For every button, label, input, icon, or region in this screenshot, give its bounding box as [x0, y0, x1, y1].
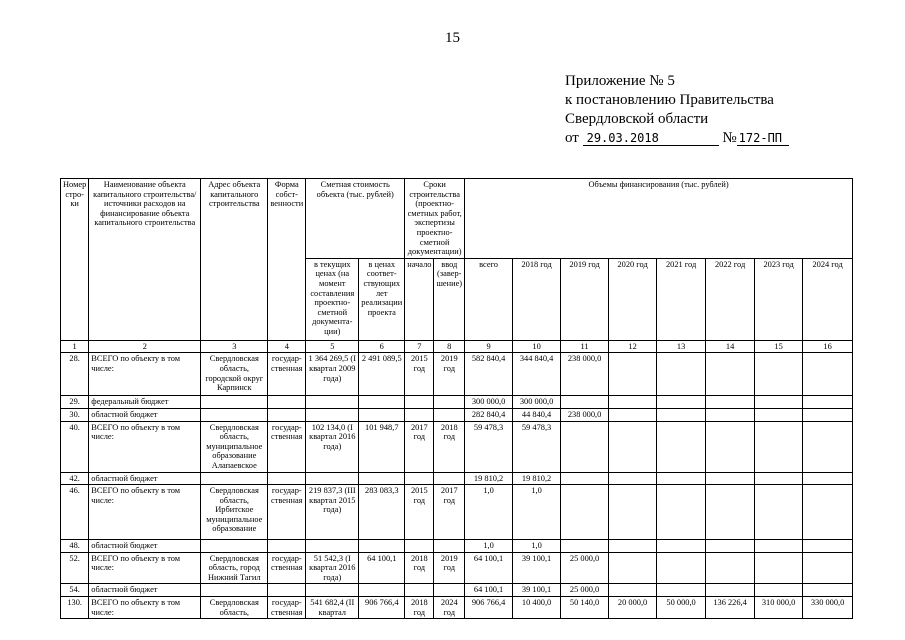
row-year-value: [755, 353, 803, 396]
column-number: 2: [89, 340, 201, 353]
table-body: [61, 353, 853, 619]
financing-table: [60, 178, 853, 619]
header-construction-terms: Сроки строительства (проектно- сметных работ, экспертизы проектно- сметной документации): [405, 179, 465, 259]
row-ownership: [268, 396, 306, 409]
row-start: 2015 год: [405, 485, 434, 540]
row-year-value: [657, 584, 706, 597]
row-year-value: [755, 584, 803, 597]
row-year-value: [609, 540, 657, 553]
header-year: 2021 год: [657, 258, 706, 340]
header-year: 2023 год: [755, 258, 803, 340]
row-start: 2017 год: [405, 421, 434, 472]
row-ownership: государ- ственная: [268, 485, 306, 540]
row-cost-current: [306, 472, 359, 485]
appendix-resolution: к постановлению Правительства: [565, 92, 774, 108]
row-name: областной бюджет: [89, 584, 201, 597]
row-cost-current: 102 134,0 (I квартал 2016 года): [306, 421, 359, 472]
header-object-name: Наименование объекта капитального строительства/ источники расходов на финансирование объекта капитального строительства: [89, 179, 201, 341]
row-number: 52.: [61, 552, 89, 584]
row-year-value: [803, 408, 853, 421]
header-estimated-cost: Сметная стоимость объекта (тыс. рублей): [306, 179, 405, 259]
row-address: [201, 408, 268, 421]
column-number: 4: [268, 340, 306, 353]
row-address: Свердловская область, городской округ Карпинск: [201, 353, 268, 396]
column-number: 6: [359, 340, 405, 353]
resolution-number: 172-ПП: [737, 131, 789, 146]
row-start: [405, 540, 434, 553]
row-year-value: [706, 408, 755, 421]
row-year-value: 19 810,2: [513, 472, 561, 485]
row-name: ВСЕГО по объекту в том числе:: [89, 485, 201, 540]
row-year-value: 330 000,0: [803, 597, 853, 619]
row-year-value: [609, 396, 657, 409]
row-ownership: [268, 584, 306, 597]
row-ownership: государ- ственная: [268, 421, 306, 472]
column-number: 13: [657, 340, 706, 353]
row-total: 282 840,4: [465, 408, 513, 421]
row-year-value: 310 000,0: [755, 597, 803, 619]
row-address: Свердловская область, муниципальное образование Алапаевское: [201, 421, 268, 472]
row-year-value: [803, 396, 853, 409]
header-start: начало: [405, 258, 434, 340]
table-row: [61, 472, 853, 485]
column-number: 1: [61, 340, 89, 353]
header-year: 2024 год: [803, 258, 853, 340]
row-year-value: [755, 408, 803, 421]
row-cost-years: [359, 584, 405, 597]
row-total: 582 840,4: [465, 353, 513, 396]
row-year-value: [755, 485, 803, 540]
row-cost-years: 906 766,4: [359, 597, 405, 619]
row-year-value: [657, 552, 706, 584]
row-year-value: 136 226,4: [706, 597, 755, 619]
row-number: 46.: [61, 485, 89, 540]
column-number: 9: [465, 340, 513, 353]
row-end: 2024 год: [434, 597, 465, 619]
row-year-value: 50 140,0: [561, 597, 609, 619]
row-cost-current: 541 682,4 (II квартал: [306, 597, 359, 619]
row-year-value: [706, 540, 755, 553]
row-year-value: 238 000,0: [561, 353, 609, 396]
header-row-number: Номер стро- ки: [61, 179, 89, 341]
row-year-value: [706, 396, 755, 409]
row-cost-years: [359, 472, 405, 485]
header-end: ввод (завер- шение): [434, 258, 465, 340]
row-year-value: [755, 552, 803, 584]
row-year-value: 1,0: [513, 540, 561, 553]
row-cost-current: 219 837,3 (III квартал 2015 года): [306, 485, 359, 540]
row-address: Свердловская область, Ирбитское муниципальное образование: [201, 485, 268, 540]
row-name: областной бюджет: [89, 540, 201, 553]
row-total: 64 100,1: [465, 584, 513, 597]
row-year-value: 50 000,0: [657, 597, 706, 619]
column-number-row: [61, 340, 853, 353]
row-year-value: [706, 421, 755, 472]
row-year-value: [561, 540, 609, 553]
row-year-value: [657, 421, 706, 472]
row-start: [405, 472, 434, 485]
header-total: всего: [465, 258, 513, 340]
row-cost-years: 101 948,7: [359, 421, 405, 472]
row-name: ВСЕГО по объекту в том числе:: [89, 353, 201, 396]
row-total: 300 000,0: [465, 396, 513, 409]
row-year-value: 300 000,0: [513, 396, 561, 409]
row-ownership: государ- ственная: [268, 353, 306, 396]
table-row: [61, 597, 853, 619]
header-cost-years: в ценах соответ- ствующих лет реализации проекта: [359, 258, 405, 340]
row-name: областной бюджет: [89, 408, 201, 421]
row-end: [434, 584, 465, 597]
row-address: [201, 584, 268, 597]
row-start: 2018 год: [405, 597, 434, 619]
header-cost-current: в текущих ценах (на момент составления проектно- сметной документа- ции): [306, 258, 359, 340]
row-year-value: [609, 485, 657, 540]
resolution-date: 29.03.2018: [583, 131, 719, 146]
column-number: 15: [755, 340, 803, 353]
row-year-value: [706, 584, 755, 597]
row-cost-current: [306, 408, 359, 421]
appendix-title: Приложение № 5: [565, 73, 675, 89]
table-row: [61, 353, 853, 396]
row-year-value: [657, 396, 706, 409]
row-cost-years: [359, 396, 405, 409]
table-row: [61, 408, 853, 421]
row-cost-years: [359, 408, 405, 421]
header-financing-volumes: Объемы финансирования (тыс. рублей): [465, 179, 853, 259]
row-year-value: 44 840,4: [513, 408, 561, 421]
number-label: №: [722, 130, 737, 146]
column-number: 10: [513, 340, 561, 353]
row-start: [405, 408, 434, 421]
row-cost-years: 64 100,1: [359, 552, 405, 584]
page-number: 15: [445, 30, 460, 46]
row-year-value: 344 840,4: [513, 353, 561, 396]
row-name: ВСЕГО по объекту в том числе:: [89, 597, 201, 619]
table-row: [61, 396, 853, 409]
row-end: 2018 год: [434, 421, 465, 472]
column-number: 5: [306, 340, 359, 353]
column-number: 12: [609, 340, 657, 353]
header-address: Адрес объекта капитального строительства: [201, 179, 268, 341]
row-address: Свердловская область, город Нижний Тагил: [201, 552, 268, 584]
row-number: 48.: [61, 540, 89, 553]
row-start: 2018 год: [405, 552, 434, 584]
row-ownership: [268, 472, 306, 485]
from-label: от: [565, 130, 579, 146]
row-ownership: государ- ственная: [268, 597, 306, 619]
row-year-value: [561, 485, 609, 540]
header-year: 2020 год: [609, 258, 657, 340]
row-address: [201, 396, 268, 409]
row-end: [434, 540, 465, 553]
row-year-value: [803, 584, 853, 597]
row-name: областной бюджет: [89, 472, 201, 485]
row-year-value: 39 100,1: [513, 552, 561, 584]
table-row: [61, 485, 853, 540]
row-year-value: [755, 472, 803, 485]
header-year: 2022 год: [706, 258, 755, 340]
header-year: 2019 год: [561, 258, 609, 340]
row-total: 59 478,3: [465, 421, 513, 472]
row-total: 64 100,1: [465, 552, 513, 584]
row-number: 42.: [61, 472, 89, 485]
row-year-value: 39 100,1: [513, 584, 561, 597]
row-year-value: [755, 421, 803, 472]
row-year-value: [561, 421, 609, 472]
row-cost-current: 1 364 269,5 (I квартал 2009 года): [306, 353, 359, 396]
row-end: 2019 год: [434, 353, 465, 396]
row-name: федеральный бюджет: [89, 396, 201, 409]
row-year-value: [706, 552, 755, 584]
row-number: 30.: [61, 408, 89, 421]
row-cost-years: 283 083,3: [359, 485, 405, 540]
row-year-value: [803, 552, 853, 584]
row-year-value: [803, 472, 853, 485]
row-year-value: [755, 396, 803, 409]
row-cost-current: [306, 540, 359, 553]
table-row: [61, 421, 853, 472]
row-address: [201, 472, 268, 485]
row-end: [434, 396, 465, 409]
appendix-header: [565, 72, 789, 148]
row-year-value: [803, 485, 853, 540]
row-year-value: [706, 353, 755, 396]
row-cost-current: 51 542,3 (I квартал 2016 года): [306, 552, 359, 584]
column-number: 7: [405, 340, 434, 353]
row-year-value: 1,0: [513, 485, 561, 540]
row-name: ВСЕГО по объекту в том числе:: [89, 421, 201, 472]
column-number: 3: [201, 340, 268, 353]
row-year-value: [609, 472, 657, 485]
row-year-value: 25 000,0: [561, 584, 609, 597]
appendix-date-line: [565, 129, 789, 148]
row-end: 2019 год: [434, 552, 465, 584]
row-cost-years: [359, 540, 405, 553]
row-year-value: [803, 540, 853, 553]
row-number: 130.: [61, 597, 89, 619]
row-start: [405, 584, 434, 597]
row-year-value: [609, 421, 657, 472]
row-year-value: 59 478,3: [513, 421, 561, 472]
column-number: 16: [803, 340, 853, 353]
row-end: [434, 472, 465, 485]
table-row: [61, 584, 853, 597]
row-year-value: 20 000,0: [609, 597, 657, 619]
header-year: 2018 год: [513, 258, 561, 340]
header-row-1: [61, 179, 853, 259]
column-number: 14: [706, 340, 755, 353]
row-year-value: [803, 353, 853, 396]
row-year-value: [609, 353, 657, 396]
row-year-value: [561, 396, 609, 409]
column-number: 8: [434, 340, 465, 353]
row-total: 19 810,2: [465, 472, 513, 485]
row-end: [434, 408, 465, 421]
row-cost-current: [306, 584, 359, 597]
row-total: 1,0: [465, 540, 513, 553]
row-year-value: [609, 584, 657, 597]
row-start: 2015 год: [405, 353, 434, 396]
row-number: 54.: [61, 584, 89, 597]
row-year-value: [561, 472, 609, 485]
table-row: [61, 540, 853, 553]
header-ownership: Форма собст- венности: [268, 179, 306, 341]
column-number: 11: [561, 340, 609, 353]
row-year-value: [609, 552, 657, 584]
table-row: [61, 552, 853, 584]
row-year-value: 238 000,0: [561, 408, 609, 421]
appendix-region: Свердловской области: [565, 111, 709, 127]
row-year-value: [609, 408, 657, 421]
row-year-value: [803, 421, 853, 472]
row-year-value: [657, 408, 706, 421]
row-address: [201, 540, 268, 553]
row-address: Свердловская область,: [201, 597, 268, 619]
row-ownership: [268, 408, 306, 421]
row-total: 1,0: [465, 485, 513, 540]
row-year-value: [706, 472, 755, 485]
row-year-value: [706, 485, 755, 540]
row-cost-years: 2 491 089,5: [359, 353, 405, 396]
row-year-value: [755, 540, 803, 553]
row-name: ВСЕГО по объекту в том числе:: [89, 552, 201, 584]
row-start: [405, 396, 434, 409]
row-number: 29.: [61, 396, 89, 409]
row-number: 40.: [61, 421, 89, 472]
row-number: 28.: [61, 353, 89, 396]
row-year-value: [657, 472, 706, 485]
row-ownership: [268, 540, 306, 553]
row-year-value: [657, 540, 706, 553]
row-ownership: государ- ственная: [268, 552, 306, 584]
row-year-value: 25 000,0: [561, 552, 609, 584]
row-year-value: 10 400,0: [513, 597, 561, 619]
row-end: 2017 год: [434, 485, 465, 540]
row-year-value: [657, 485, 706, 540]
row-year-value: [657, 353, 706, 396]
row-total: 906 766,4: [465, 597, 513, 619]
row-cost-current: [306, 396, 359, 409]
